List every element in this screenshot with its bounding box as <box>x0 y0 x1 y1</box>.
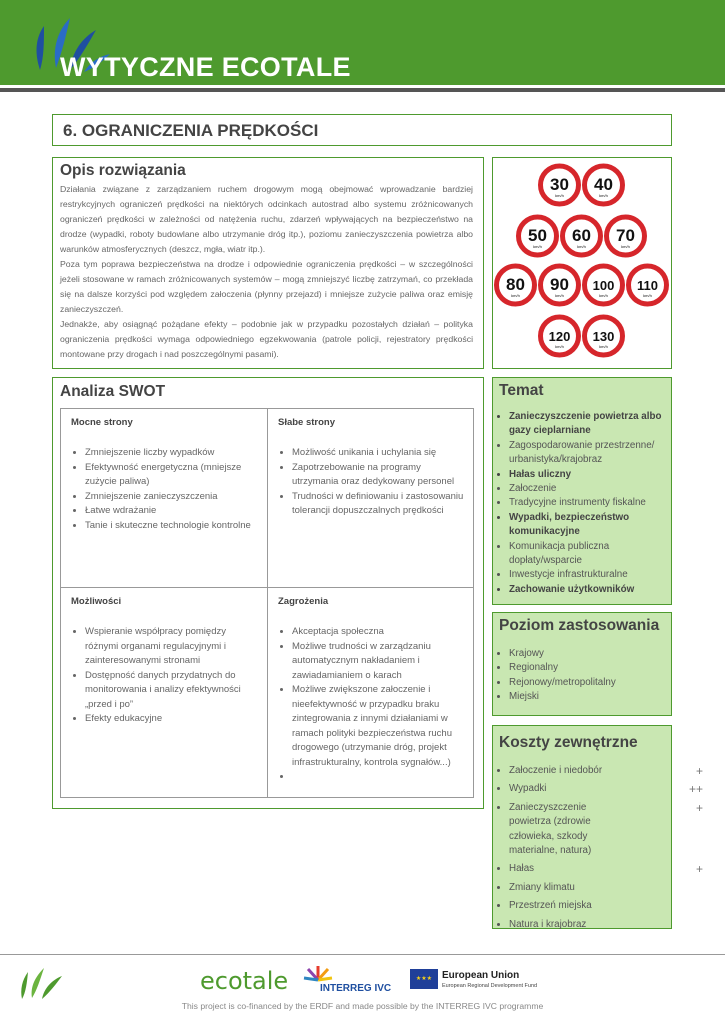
speed-sign-label: 90 <box>550 275 569 294</box>
list-item: • Miejski <box>509 690 671 704</box>
speed-sign-80 <box>497 266 535 304</box>
description-paragraph-3: Jednakże, aby osiągnąć pożądane efekty – podobnie jak w przypadku pozostałych działań – polityka ograniczenia prędkości wymaga odpowiedniego egzekwowania (patrole policji, rejestratory prędkości montowane przy drogach i nad poszczególnymi pasami). <box>60 319 473 359</box>
speed-sign-110 <box>629 266 667 304</box>
description-box <box>52 157 484 369</box>
list-item: • Efektywność energetyczna (mniejsze zużycie paliwa) <box>85 461 257 490</box>
list-item: • Inwestycje infrastrukturalne <box>509 568 671 582</box>
speed-sign-unit: km/h <box>621 244 630 249</box>
speed-sign-unit: km/h <box>511 293 520 298</box>
eu-sublabel: European Regional Development Fund <box>442 983 538 989</box>
list-item: • Tanie i skuteczne technologie kontrolne <box>85 519 257 534</box>
threats-list <box>278 625 464 785</box>
speed-sign-label: 40 <box>594 175 613 194</box>
list-item: • Dostępność danych przydatnych do monitorowania i analizy efektywności „przed i po” <box>85 669 257 713</box>
speed-sign-unit: km/h <box>555 344 564 349</box>
speed-sign-50 <box>519 217 557 255</box>
section-title: 6. OGRANICZENIA PRĘDKOŚCI <box>52 114 672 146</box>
swot-title: Analiza SWOT <box>60 383 166 400</box>
weaknesses-title: Słabe strony <box>278 417 336 428</box>
list-item: • Możliwe zwiększone załoczenie i nieefektywność w przypadku braku zintegrowania z innymi działaniami w ramach polityki bezpieczeństwa ruchu drogowego (utrzymanie dróg, projekt infrastrukturalny, kontrola sygnałów...) <box>292 683 464 770</box>
swot-strengths <box>61 409 267 587</box>
opportunities-list <box>71 625 257 727</box>
speed-sign-label: 30 <box>550 175 569 194</box>
opportunities-title: Możliwości <box>71 596 122 607</box>
list-item: • Hałas uliczny <box>509 468 671 482</box>
list-item: • Zanieczyszczenie powietrza albo gazy cieplarniane <box>509 410 671 439</box>
cost-label: Zmiany klimatu <box>509 881 575 893</box>
speed-sign-30 <box>541 166 579 204</box>
list-item: • Załoczenie <box>509 482 671 496</box>
speed-sign-70 <box>607 217 645 255</box>
interreg-label: INTERREG IVC <box>320 983 392 994</box>
topic-list <box>493 410 671 597</box>
threats-title: Zagrożenia <box>278 596 329 607</box>
speed-sign-label: 70 <box>616 226 635 245</box>
costs-box <box>492 725 703 930</box>
speed-signs-image <box>492 157 672 369</box>
weaknesses-list <box>278 446 464 519</box>
cost-mark: + <box>695 800 703 815</box>
list-item: • Możliwe trudności w zarządzaniu automatycznym nakładaniem i zawiadamianiem o karach <box>292 640 464 684</box>
list-item: • Efekty edukacyjne <box>85 712 257 727</box>
list-item: • Zapotrzebowanie na programy utrzymania oraz dedykowany personel <box>292 461 464 490</box>
ecotale-logo: ecotale <box>200 967 289 995</box>
cost-label: Wypadki <box>509 783 547 795</box>
cost-mark: + <box>695 862 703 877</box>
speed-sign-label: 60 <box>572 226 591 245</box>
cost-label: Hałas <box>509 863 535 875</box>
speed-sign-label: 110 <box>637 278 658 293</box>
eu-label: European Union <box>442 970 520 981</box>
list-item: • Krajowy <box>509 647 671 661</box>
list-item: • Akceptacja społeczna <box>292 625 464 640</box>
list-item <box>509 800 703 859</box>
swot-threats <box>268 588 474 797</box>
list-item: • Możliwość unikania i uchylania się <box>292 446 464 461</box>
list-item: • Rejonowy/metropolitalny <box>509 676 671 690</box>
strengths-title: Mocne strony <box>71 417 133 428</box>
speed-sign-label: 100 <box>592 278 615 293</box>
leaves-small-icon <box>18 966 66 1000</box>
speed-sign-unit: km/h <box>643 293 652 298</box>
list-item <box>509 764 703 778</box>
speed-sign-unit: km/h <box>599 344 608 349</box>
cost-label: Załoczenie i niedobór <box>509 765 603 776</box>
list-item: • Komunikacja publiczna dopłaty/wsparcie <box>509 540 671 569</box>
cost-label: Natura i krajobraz <box>509 918 587 930</box>
footer-divider <box>0 954 725 955</box>
speed-sign-unit: km/h <box>555 193 564 198</box>
speed-sign-unit: km/h <box>577 244 586 249</box>
list-item <box>292 770 464 785</box>
list-item: • Regionalny <box>509 661 671 675</box>
swot-weaknesses <box>268 409 474 587</box>
speed-sign-100 <box>585 266 623 304</box>
eu-flag-icon: ★★★ <box>410 969 438 989</box>
cost-mark: ++ <box>688 782 703 797</box>
swot-grid <box>60 408 474 798</box>
speed-sign-60 <box>563 217 601 255</box>
speed-sign-label: 130 <box>592 329 615 344</box>
cost-label: Przestrzeń miejska <box>509 900 592 912</box>
header-title: WYTYCZNE ECOTALE <box>60 52 351 82</box>
topic-box <box>492 377 672 605</box>
list-item: • Zagospodarowanie przestrzenne/ urbanistyka/krajobraz <box>509 439 671 468</box>
list-item <box>509 862 703 877</box>
description-title: Opis rozwiązania <box>60 162 186 179</box>
footer-note: This project is co-financed by the ERDF and made possible by the INTERREG IVC programme <box>181 1001 544 1011</box>
level-box <box>492 612 672 716</box>
list-item <box>509 918 629 932</box>
speed-sign-label: 50 <box>528 226 547 245</box>
list-item: • Trudności w definiowaniu i zastosowaniu tolerancji dopuszczalnych prędkości <box>292 490 464 519</box>
speed-sign-unit: km/h <box>555 293 564 298</box>
list-item: • Zmniejszenie liczby wypadków <box>85 446 257 461</box>
topic-title: Temat <box>499 382 544 399</box>
list-item: • Wspieranie współpracy pomiędzy różnymi organami regulacyjnymi i zainteresowanymi stronami <box>85 625 257 669</box>
list-item <box>509 881 629 895</box>
strengths-list <box>71 446 257 533</box>
header-divider <box>0 88 725 92</box>
level-list <box>493 647 671 705</box>
speed-sign-label: 120 <box>548 329 571 344</box>
speed-sign-unit: km/h <box>599 193 608 198</box>
list-item: • Wypadki, bezpieczeństwo komunikacyjne <box>509 511 671 540</box>
header-banner <box>0 0 725 85</box>
speed-sign-130 <box>585 317 623 355</box>
list-item: • Łatwe wdrażanie <box>85 504 257 519</box>
swot-opportunities <box>61 588 267 797</box>
cost-mark: + <box>695 764 703 778</box>
list-item <box>509 782 703 797</box>
speed-sign-90 <box>541 266 579 304</box>
list-item: • Tradycyjne instrumenty fiskalne <box>509 496 671 510</box>
speed-sign-40 <box>585 166 623 204</box>
costs-list <box>493 764 703 932</box>
speed-sign-label: 80 <box>506 275 525 294</box>
speed-sign-unit: km/h <box>533 244 542 249</box>
costs-title: Koszty zewnętrzne <box>499 734 638 751</box>
description-paragraph-1: Działania związane z zarządzaniem ruchem drogowym mogą obejmować wprowadzanie bardziej restrykcyjnych ograniczeń prędkości na niektórych odcinkach autostrad albo systemu zróżnicowanych ograniczeń prędkości w zależności od natężenia ruchu, zdarzeń wpływających na bezpieczeństwo na drodze (wypadki, roboty budowlane albo utrzymanie dróg itp.), poziomu zanieczyszczenia powietrza albo warunków atmosferycznych (deszcz, mgła, wiatr itp.). <box>60 184 473 254</box>
level-title: Poziom zastosowania <box>499 617 660 634</box>
description-paragraph-2: Poza tym poprawa bezpieczeństwa na drodze i odpowiednie ograniczenia prędkości – w szczególności jeżeli stosowane w ramach zróżnicowanych systemów – mogą zmniejszyć liczbę zatrzymań, co przekłada się na dalsze korzyści pod względem załoczenia (płynny przejazd) i mniejsze zużycie paliwa oraz emisję zanieczyszczeń. <box>60 259 473 314</box>
cost-label: Zanieczyszczenie powietrza (zdrowie człowieka, szkody materialne, natura) <box>509 801 592 857</box>
speed-sign-unit: km/h <box>599 293 608 298</box>
list-item: • Zachowanie użytkowników <box>509 583 671 597</box>
speed-limit-signs <box>493 158 670 367</box>
list-item: • Zmniejszenie zanieczyszczenia <box>85 490 257 505</box>
speed-sign-120 <box>541 317 579 355</box>
list-item <box>509 899 629 913</box>
